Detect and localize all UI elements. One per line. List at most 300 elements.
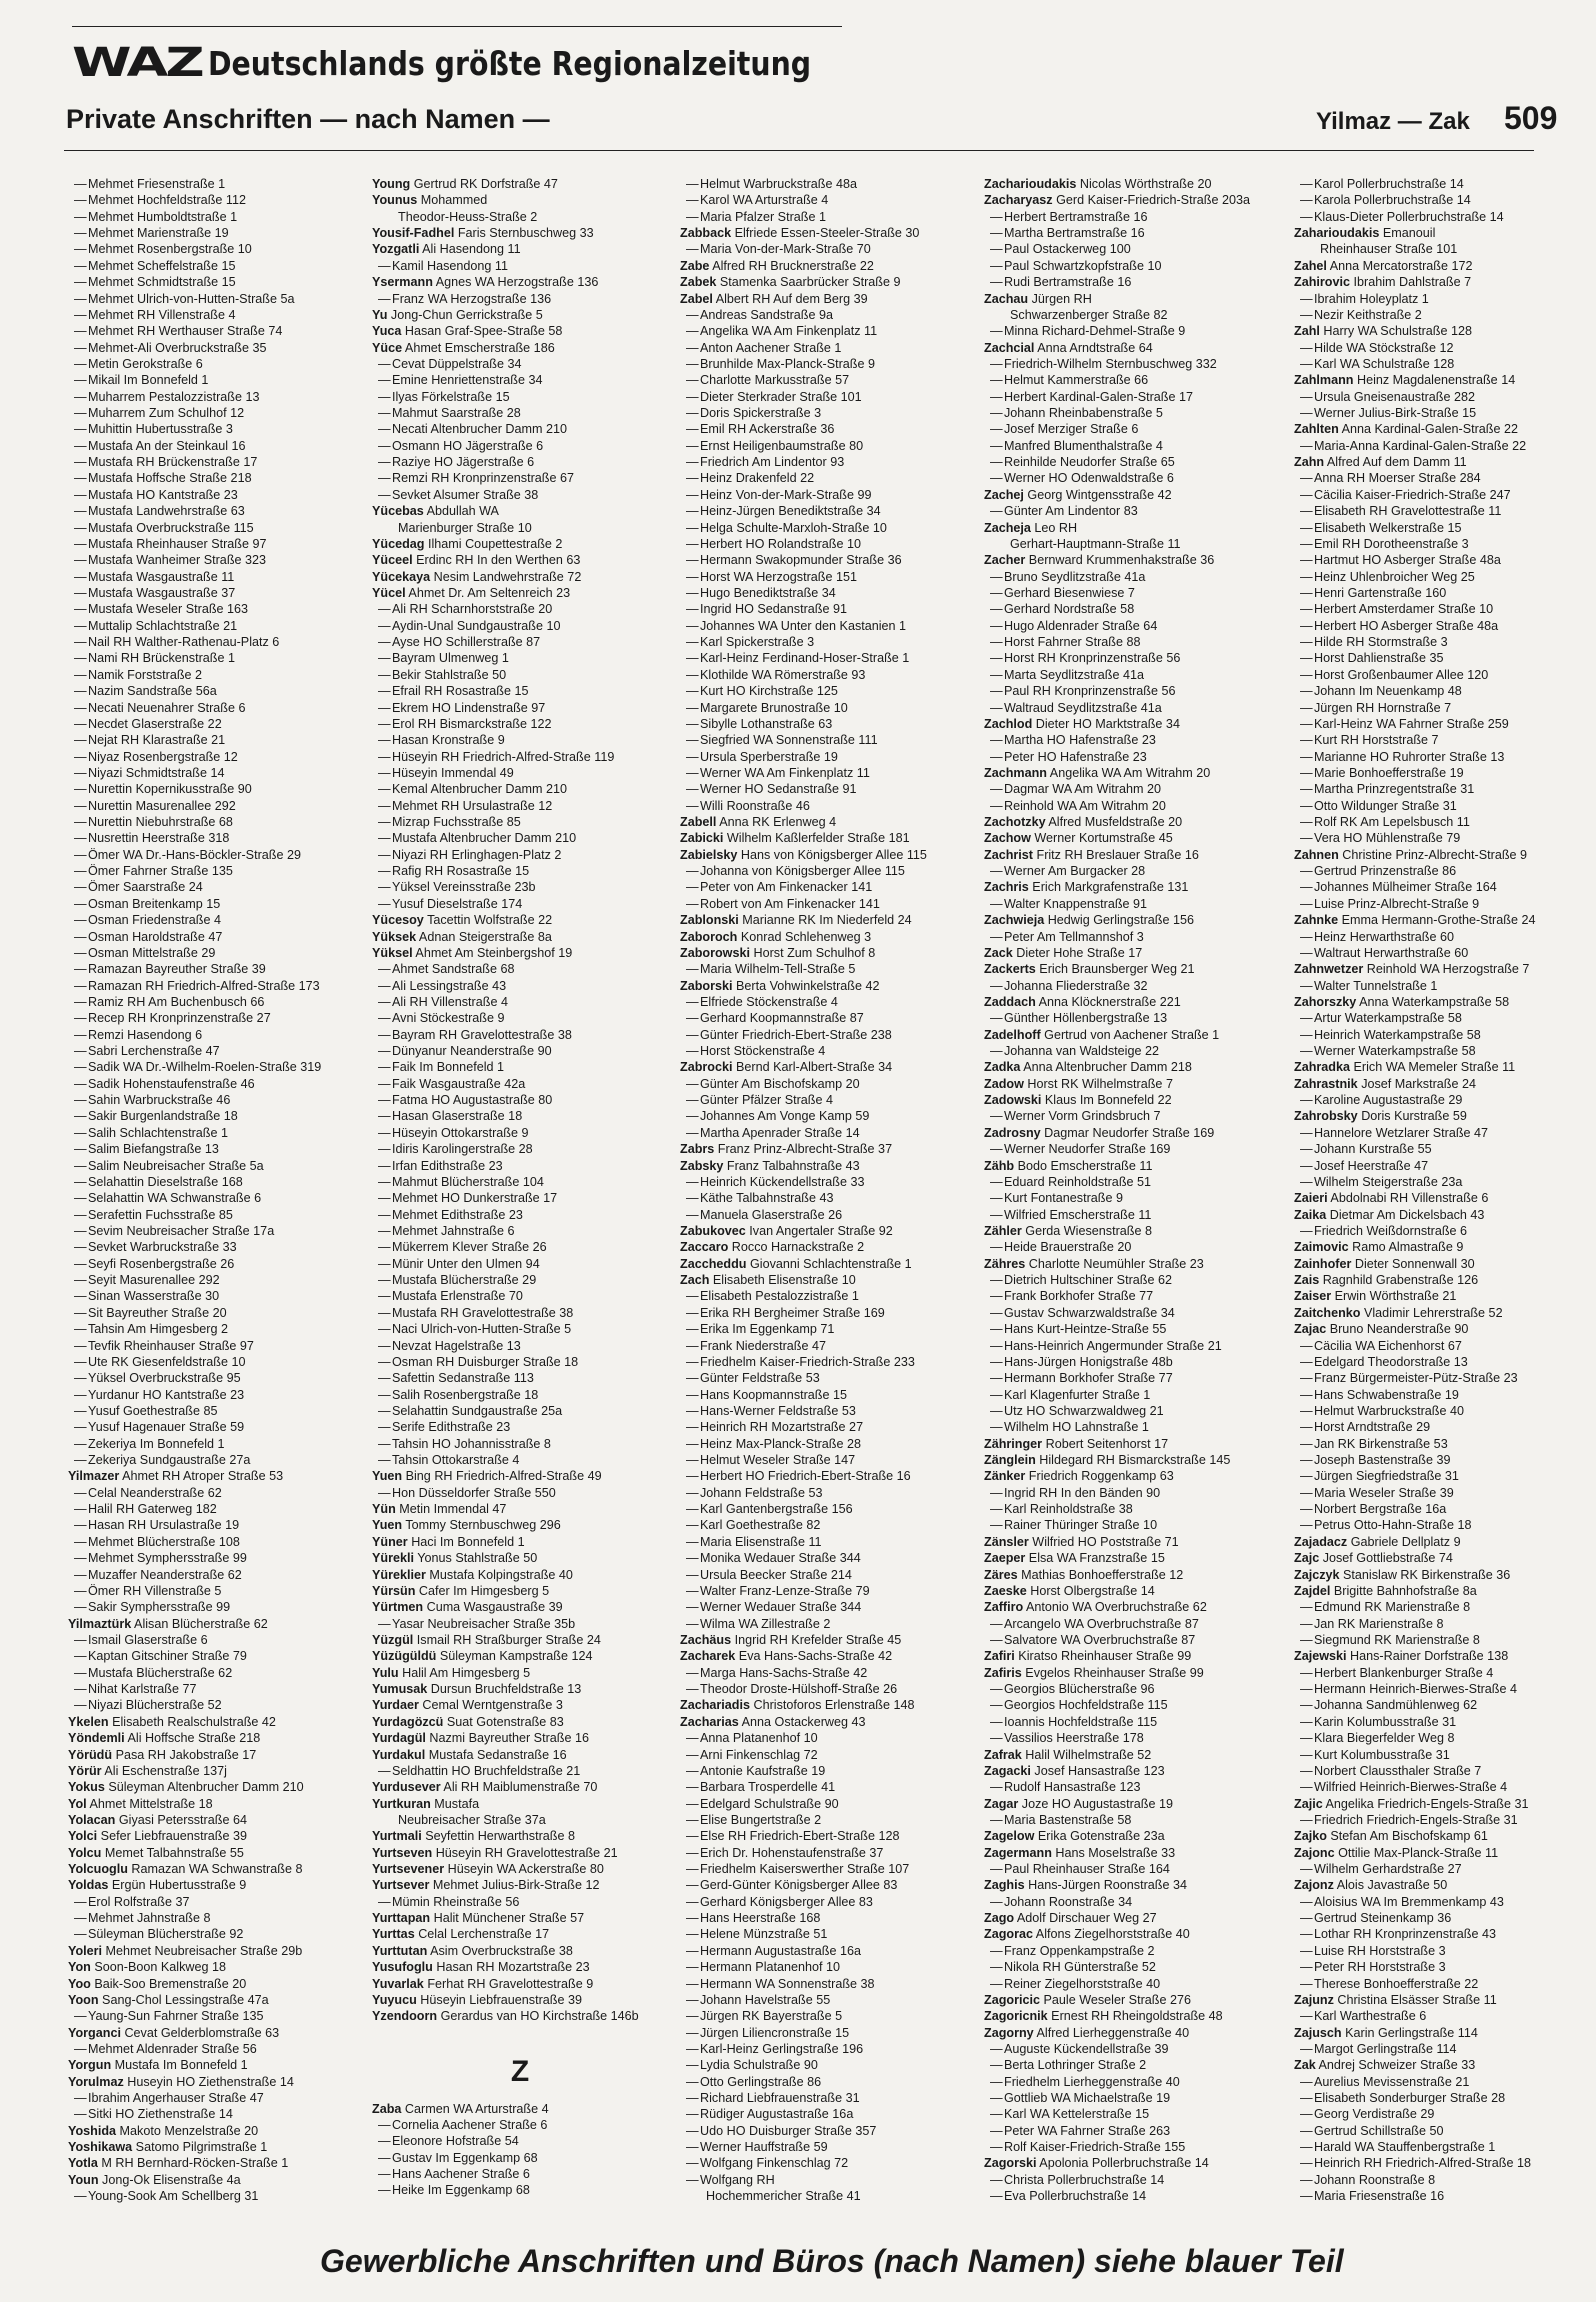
listing-entry: [1294, 1125, 1554, 1141]
repeat-dash: —: [1300, 1698, 1313, 1713]
listing-entry: [680, 1010, 976, 1026]
surname: Yulu: [372, 1665, 399, 1680]
repeat-dash: —: [686, 1207, 699, 1222]
listing-entry: [372, 1027, 668, 1043]
repeat-dash: —: [686, 880, 699, 895]
surname: Zaitchenko: [1294, 1305, 1361, 1320]
listing-entry: [68, 1632, 360, 1648]
entry-text: Johanna Sandmühlenweg 62: [1314, 1698, 1478, 1713]
listing-entry: [984, 1239, 1284, 1255]
entry-text: Ahmet Sandstraße 68: [392, 962, 515, 977]
repeat-dash: —: [74, 913, 87, 928]
surname: Zabback: [680, 226, 732, 241]
entry-text: Bing RH Friedrich-Alfred-Straße 49: [402, 1469, 602, 1484]
listing-entry: [68, 1452, 360, 1468]
listing-entry: [1294, 274, 1554, 290]
repeat-dash: —: [378, 1191, 391, 1206]
entry-text: Elfriede Essen-Steeler-Straße 30: [731, 226, 920, 241]
listing-entry: [1294, 1665, 1554, 1681]
entry-text: Cemal Werntgenstraße 3: [418, 1698, 563, 1713]
repeat-dash: —: [686, 1322, 699, 1337]
repeat-dash: —: [378, 1158, 391, 1173]
entry-text: Cevat Gelderblomstraße 63: [120, 2025, 280, 2040]
entry-text: Werner Julius-Birk-Straße 15: [1314, 406, 1477, 421]
listing-entry: [68, 1567, 360, 1583]
surname: Zaba: [372, 2101, 402, 2116]
entry-text: Yusuf Dieselstraße 174: [392, 896, 523, 911]
surname: Yolcuoglu: [68, 1862, 128, 1877]
listing-entry: [1294, 1616, 1554, 1632]
listing-entry: [1294, 1730, 1554, 1746]
listing-entry: [1294, 700, 1554, 716]
listing-entry: [1294, 291, 1554, 307]
listing-entry: [984, 700, 1284, 716]
entry-text: Mustafa RH Brückenstraße 17: [88, 455, 258, 470]
entry-text: Osman Haroldstraße 47: [88, 929, 223, 944]
listing-entry: [372, 1877, 668, 1893]
entry-text: Ingrid RH Krefelder Straße 45: [731, 1632, 902, 1647]
surname: Zabe: [680, 258, 710, 273]
surname: Yuca: [372, 324, 402, 339]
entry-text: Hugo Benediktstraße 34: [700, 585, 836, 600]
entry-text: Sevket Warbruckstraße 33: [88, 1240, 237, 1255]
page-number: 509: [1504, 100, 1558, 136]
entry-text: Yüksel Overbruckstraße 95: [88, 1371, 241, 1386]
listing-entry: [68, 798, 360, 814]
entry-text: Mustafa Blücherstraße 62: [88, 1665, 233, 1680]
entry-text: Ahmet RH Atroper Straße 53: [119, 1469, 284, 1484]
surname: Zagoricic: [984, 1992, 1040, 2007]
surname: Zafiri: [984, 1649, 1015, 1664]
listing-entry: [372, 2133, 668, 2149]
entry-text: Bayram RH Gravelottestraße 38: [392, 1027, 572, 1042]
surname: Zajic: [1294, 1796, 1323, 1811]
listing-entry: [372, 1599, 668, 1615]
listing-entry: [68, 520, 360, 536]
listing-entry: [1294, 1223, 1554, 1239]
repeat-dash: —: [1300, 945, 1313, 960]
listing-entry: [1294, 1747, 1554, 1763]
surname: Zabielsky: [680, 847, 738, 862]
entry-text: Vera HO Mühlenstraße 79: [1314, 831, 1461, 846]
listing-entry: [680, 1648, 976, 1664]
listing-entry: [372, 241, 668, 257]
listing-entry: [68, 1747, 360, 1763]
entry-text: Seyfettin Herwarthstraße 8: [421, 1829, 575, 1844]
entry-text: Brunhilde Max-Planck-Straße 9: [700, 356, 875, 371]
repeat-dash: —: [378, 1207, 391, 1222]
entry-text: Serafettin Fuchsstraße 85: [88, 1207, 233, 1222]
entry-text: Erich Braunsberger Weg 21: [1035, 962, 1195, 977]
entry-text: Karl-Heinz Gerlingstraße 196: [700, 2041, 864, 2056]
surname: Yoshikawa: [68, 2140, 133, 2155]
listing-entry: [372, 503, 668, 519]
entry-text: Sakir Burgenlandstraße 18: [88, 1109, 238, 1124]
entry-text: Adolf Dirschauer Weg 27: [1014, 1911, 1157, 1926]
repeat-dash: —: [74, 1698, 87, 1713]
repeat-dash: —: [378, 422, 391, 437]
repeat-dash: —: [74, 1093, 87, 1108]
entry-text: Kiratso Rheinhauser Straße 99: [1014, 1649, 1192, 1664]
entry-text: Sevim Neubreisacher Straße 17a: [88, 1224, 275, 1238]
surname: Zänglein: [984, 1453, 1036, 1468]
listing-entry: [1294, 389, 1554, 405]
entry-text: Münir Unter den Ulmen 94: [392, 1256, 540, 1271]
listing-entry: [984, 1943, 1284, 1959]
listing-entry: [68, 650, 360, 666]
entry-text: Paul Ostackerweg 100: [1004, 242, 1131, 257]
repeat-dash: —: [74, 1387, 87, 1402]
repeat-dash: —: [74, 831, 87, 846]
listing-entry: [984, 1468, 1284, 1484]
listing-entry: [680, 1190, 976, 1206]
listing-entry: [680, 2074, 976, 2090]
listing-entry: [1294, 340, 1554, 356]
listing-entry: [372, 1419, 668, 1435]
entry-text: Frank Niederstraße 47: [700, 1338, 826, 1353]
repeat-dash: —: [74, 585, 87, 600]
repeat-dash: —: [1300, 1502, 1313, 1517]
listing-entry: [680, 1730, 976, 1746]
repeat-dash: —: [1300, 2074, 1313, 2089]
surname: Yurdagül: [372, 1731, 426, 1746]
repeat-dash: —: [378, 455, 391, 470]
repeat-dash: —: [378, 1763, 391, 1778]
entry-text: Yusuf Goethestraße 85: [88, 1403, 218, 1418]
entry-text: Johann Kurstraße 55: [1314, 1142, 1432, 1157]
listing-entry: [372, 1730, 668, 1746]
repeat-dash: —: [1300, 2041, 1313, 2056]
repeat-dash: —: [378, 471, 391, 486]
listing-entry: [680, 1517, 976, 1533]
listing-entry: [984, 1436, 1284, 1452]
repeat-dash: —: [990, 896, 1003, 911]
entry-text: Mehmet RH Werthauser Straße 74: [88, 324, 283, 339]
surname: Zachej: [984, 487, 1024, 502]
listing-entry: [680, 1796, 976, 1812]
repeat-dash: —: [1300, 291, 1313, 306]
listing-entry: [1294, 209, 1554, 225]
masthead-tagline: Deutschlands größte Regionalzeitung: [208, 43, 812, 83]
listing-entry: [680, 1714, 976, 1730]
repeat-dash: —: [1300, 1354, 1313, 1369]
surname: Zaccheddu: [680, 1256, 747, 1271]
repeat-dash: —: [1300, 1093, 1313, 1108]
listing-entry: [984, 1779, 1284, 1795]
surname: Zacharyasz: [984, 193, 1053, 208]
repeat-dash: —: [686, 1011, 699, 1026]
entry-text: Erdinc RH In den Werthen 63: [412, 553, 581, 568]
listing-entry: [680, 1599, 976, 1615]
entry-text: Faris Sternbuschweg 33: [454, 226, 594, 241]
entry-text: Süleyman Altenbrucher Damm 210: [104, 1780, 304, 1795]
entry-text: Harry WA Schulstraße 128: [1319, 324, 1472, 339]
listing-entry: [1294, 1141, 1554, 1157]
entry-text: Hans Kurt-Heintze-Straße 55: [1004, 1322, 1167, 1337]
listing-entry: [984, 2188, 1284, 2204]
entry-text: Horst Zum Schulhof 8: [749, 945, 876, 960]
repeat-dash: —: [990, 1240, 1003, 1255]
repeat-dash: —: [686, 307, 699, 322]
repeat-dash: —: [1300, 1403, 1313, 1418]
listing-entry: [372, 1223, 668, 1239]
entry-text: Günther Höllenbergstraße 13: [1004, 1011, 1168, 1026]
entry-text: Nurettin Kopernikusstraße 90: [88, 782, 252, 797]
listing-entry: [984, 1305, 1284, 1321]
entry-text: Ömer Saarstraße 24: [88, 880, 203, 895]
listing-entry: [68, 847, 360, 863]
entry-text: Satomo Pilgrimstraße 1: [132, 2140, 268, 2155]
entry-text: Salvatore WA Overbruchstraße 87: [1004, 1632, 1196, 1647]
repeat-dash: —: [74, 864, 87, 879]
entry-text: Klothilde WA Römerstraße 93: [700, 667, 866, 682]
entry-text: Georg Wintgensstraße 42: [1023, 487, 1172, 502]
listing-entry: [68, 1730, 360, 1746]
repeat-dash: —: [1300, 1812, 1313, 1827]
listing-entry: [372, 1926, 668, 1942]
listing-entry: [680, 176, 976, 192]
entry-text: Gerd-Günter Königsberger Allee 83: [700, 1878, 898, 1893]
repeat-dash: —: [990, 929, 1003, 944]
repeat-dash: —: [74, 1142, 87, 1157]
entry-text: Evgelos Rheinhauser Straße 99: [1021, 1665, 1204, 1680]
entry-text: Anna Ostackerweg 43: [738, 1714, 866, 1729]
entry-text: Dieter HO Marktstraße 34: [1032, 716, 1180, 731]
repeat-dash: —: [686, 373, 699, 388]
listing-entry: [1294, 830, 1554, 846]
surname: Yurttutan: [372, 1943, 428, 1958]
listing-entry: [68, 1321, 360, 1337]
listing-entry: [680, 421, 976, 437]
repeat-dash: —: [686, 1109, 699, 1124]
surname: Zahrobsky: [1294, 1109, 1358, 1124]
repeat-dash: —: [74, 1158, 87, 1173]
surname: Zabell: [680, 815, 717, 830]
listing-entry: [680, 274, 976, 290]
entry-text: Alfred RH Brucknerstraße 22: [709, 258, 874, 273]
entry-text: Petrus Otto-Hahn-Straße 18: [1314, 1518, 1472, 1533]
listing-entry: [680, 454, 976, 470]
entry-text: Horst RH Kronprinzenstraße 56: [1004, 651, 1181, 666]
listing-entry: [984, 1616, 1284, 1632]
listing-entry: [984, 1632, 1284, 1648]
surname: Zagermann: [984, 1845, 1052, 1860]
repeat-dash: —: [990, 602, 1003, 617]
repeat-dash: —: [686, 864, 699, 879]
listing-entry: [1294, 879, 1554, 895]
repeat-dash: —: [686, 422, 699, 437]
entry-text: Ali Lessingstraße 43: [392, 978, 507, 993]
repeat-dash: —: [74, 1436, 87, 1451]
repeat-dash: —: [686, 1992, 699, 2007]
surname: Zahorszky: [1294, 994, 1357, 1009]
listing-entry: [1294, 1517, 1554, 1533]
entry-text: Stefan Am Bischofskamp 61: [1326, 1829, 1488, 1844]
listing-entry: [68, 896, 360, 912]
entry-text: Johann Feldstraße 53: [700, 1485, 823, 1500]
entry-text: Mustafa Hoffsche Straße 218: [88, 471, 252, 486]
entry-text: Elisabeth Sonderburger Straße 28: [1314, 2091, 1506, 2106]
entry-text: Salim Neubreisacher Straße 5a: [88, 1158, 264, 1173]
surname: Yorgun: [68, 2058, 112, 2073]
entry-text: Barbara Trosperdelle 41: [700, 1780, 836, 1795]
listing-entry: [1294, 470, 1554, 486]
listing-entry: [372, 1567, 668, 1583]
surname: Yurtkuran: [372, 1796, 431, 1811]
repeat-dash: —: [74, 226, 87, 241]
repeat-dash: —: [378, 602, 391, 617]
listing-entry: [68, 830, 360, 846]
entry-text: Eva Hans-Sachs-Straße 42: [735, 1649, 893, 1664]
listing-entry: [372, 732, 668, 748]
repeat-dash: —: [686, 1862, 699, 1877]
entry-text: Luise Prinz-Albrecht-Straße 9: [1314, 896, 1480, 911]
entry-text: Walter Knappenstraße 91: [1004, 896, 1148, 911]
repeat-dash: —: [1300, 438, 1313, 453]
entry-text: Doris Spickerstraße 3: [700, 406, 822, 421]
surname: Zaeper: [984, 1551, 1026, 1566]
repeat-dash: —: [74, 2189, 87, 2204]
repeat-dash: —: [74, 847, 87, 862]
repeat-dash: —: [1300, 700, 1313, 715]
repeat-dash: —: [1300, 1976, 1313, 1991]
entry-text: Mehmet-Ali Overbruckstraße 35: [88, 340, 267, 355]
listing-entry: [680, 961, 976, 977]
listing-entry: [372, 1485, 668, 1501]
listing-entry: [1294, 1681, 1554, 1697]
repeat-dash: —: [1300, 536, 1313, 551]
repeat-dash: —: [990, 1322, 1003, 1337]
surname: Zacheja: [984, 520, 1031, 535]
listing-entry: [372, 978, 668, 994]
listing-entry: [1294, 1190, 1554, 1206]
entry-text: Necati Altenbrucher Damm 210: [392, 422, 567, 437]
listing-entry: [680, 1959, 976, 1975]
entry-text: Young-Sook Am Schellberg 31: [88, 2189, 259, 2204]
entry-text: Edelgard Theodorstraße 13: [1314, 1354, 1468, 1369]
repeat-dash: —: [990, 1338, 1003, 1353]
repeat-dash: —: [378, 1060, 391, 1075]
listing-entry: [984, 1681, 1284, 1697]
surname: Zähringer: [984, 1436, 1043, 1451]
entry-text: Heike Im Eggenkamp 68: [392, 2183, 530, 2198]
surname: Yilmaztürk: [68, 1616, 132, 1631]
listing-entry: [984, 1926, 1284, 1942]
listing-entry: [68, 241, 360, 257]
entry-text: Sang-Chol Lessingstraße 47a: [98, 1992, 269, 2007]
surname: Yumusak: [372, 1682, 428, 1697]
listing-entry: [372, 323, 668, 339]
entry-text: Bruno Neanderstraße 90: [1326, 1322, 1469, 1337]
surname: Yüzügüldü: [372, 1649, 437, 1664]
repeat-dash: —: [1300, 2156, 1313, 2171]
listing-entry: [984, 323, 1284, 339]
surname: Zackerts: [984, 962, 1036, 977]
repeat-dash: —: [686, 553, 699, 568]
surname: Zajdel: [1294, 1583, 1331, 1598]
surname: Zajadacz: [1294, 1534, 1348, 1549]
repeat-dash: —: [74, 782, 87, 797]
repeat-dash: —: [686, 340, 699, 355]
entry-text: Elisabeth Pestalozzistraße 1: [700, 1289, 859, 1304]
surname: Zajusch: [1294, 2025, 1342, 2040]
surname: Yilmazer: [68, 1469, 120, 1484]
entry-text: Haci Im Bonnefeld 1: [407, 1534, 525, 1549]
surname: Yorganci: [68, 2025, 121, 2040]
repeat-dash: —: [1300, 1894, 1313, 1909]
listing-entry: [984, 1207, 1284, 1223]
repeat-dash: —: [378, 716, 391, 731]
listing-entry: [1294, 1534, 1554, 1550]
listing-entry: [680, 1583, 976, 1599]
entry-text: Hermann WA Sonnenstraße 38: [700, 1976, 875, 1991]
entry-text: Nazmi Bayreuther Straße 16: [425, 1731, 589, 1746]
entry-text: Tommy Sternbuschweg 296: [402, 1518, 561, 1533]
listing-entry: [372, 1468, 668, 1484]
entry-text: Karl Spickerstraße 3: [700, 635, 815, 650]
entry-text: Josef Heerstraße 47: [1314, 1158, 1429, 1173]
entry-text: Henri Gartenstraße 160: [1314, 585, 1447, 600]
surname: Yuen: [372, 1469, 403, 1484]
entry-text: Alfred Lierheggenstraße 40: [1033, 2025, 1190, 2040]
listing-entry: [68, 978, 360, 994]
entry-text: Anna Kardinal-Galen-Straße 22: [1338, 422, 1518, 437]
entry-text: Mehmet Friesenstraße 1: [88, 177, 226, 191]
listing-entry: [1294, 1207, 1554, 1223]
listing-entry: [984, 209, 1284, 225]
entry-text: Reinhold WA Am Witrahm 20: [1004, 798, 1166, 813]
listing-entry: [372, 700, 668, 716]
listing-entry: [1294, 241, 1554, 257]
listing-entry: [984, 749, 1284, 765]
entry-text: Udo HO Duisburger Straße 357: [700, 2123, 877, 2138]
entry-text: Erich Dr. Hohenstaufenstraße 37: [700, 1845, 884, 1860]
listing-entry: [680, 241, 976, 257]
entry-text: Tacettin Wolfstraße 22: [423, 913, 553, 928]
entry-text: Erika Gotenstraße 23a: [1034, 1829, 1165, 1844]
entry-text: Hans von Königsberger Allee 115: [737, 847, 927, 862]
listing-entry: [680, 618, 976, 634]
entry-text: Mustafa Wanheimer Straße 323: [88, 553, 267, 568]
repeat-dash: —: [74, 994, 87, 1009]
listing-entry: [680, 879, 976, 895]
surname: Zadelhoff: [984, 1027, 1041, 1042]
repeat-dash: —: [686, 242, 699, 257]
entry-text: Artur Waterkampstraße 58: [1314, 1011, 1462, 1026]
entry-text: Heinz Herwarthstraße 60: [1314, 929, 1454, 944]
spacer: [372, 2025, 668, 2045]
entry-text: Jürgen RH: [1028, 291, 1092, 306]
listing-entry: [680, 1272, 976, 1288]
surname: Zachariadis: [680, 1698, 750, 1713]
entry-text: Helmut Warbruckstraße 48a: [700, 177, 858, 191]
entry-text: Ali RH Villenstraße 4: [392, 994, 508, 1009]
listing-entry: [372, 1861, 668, 1877]
repeat-dash: —: [74, 340, 87, 355]
entry-text: Gerhard Koopmannstraße 87: [700, 1011, 864, 1026]
listing-entry: [984, 1894, 1284, 1910]
repeat-dash: —: [990, 1289, 1003, 1304]
entry-text: Cäcilia Kaiser-Friedrich-Straße 247: [1314, 487, 1511, 502]
entry-text: Mustafa: [430, 1796, 480, 1811]
surname: Yurdakul: [372, 1747, 426, 1762]
entry-text: Nicolas Wörthstraße 20: [1076, 177, 1212, 191]
listing-entry: [68, 1108, 360, 1124]
entry-text: Wilfried HO Poststraße 71: [1028, 1534, 1179, 1549]
listing-entry: [1294, 2041, 1554, 2057]
listing-entry: [1294, 1239, 1554, 1255]
repeat-dash: —: [686, 455, 699, 470]
